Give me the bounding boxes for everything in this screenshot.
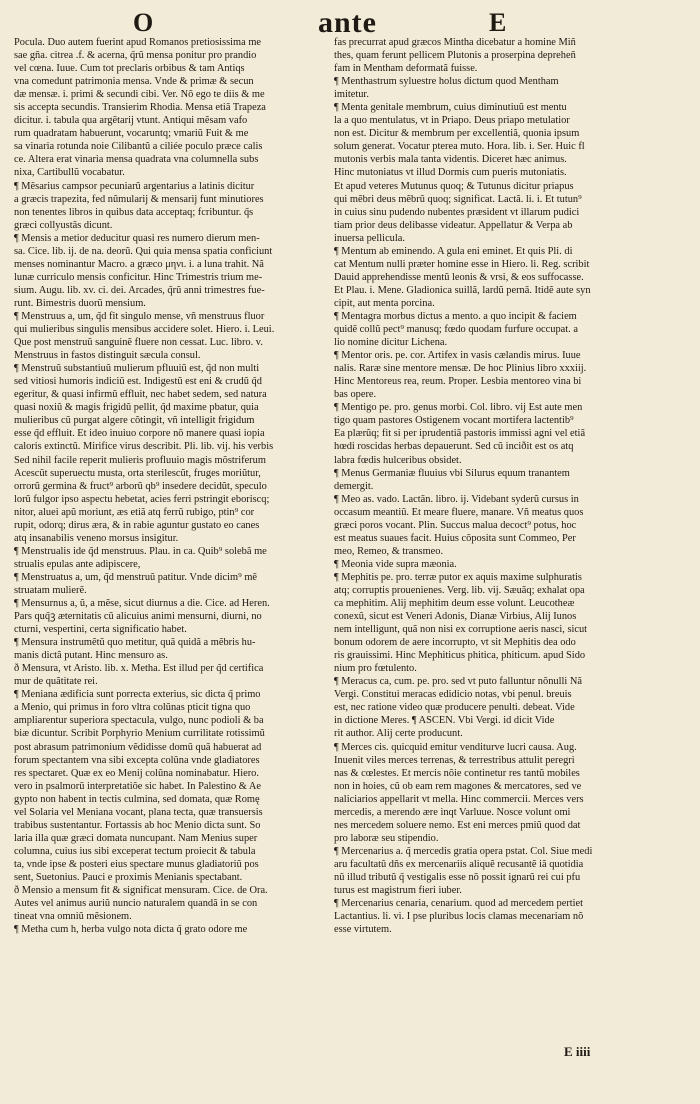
text-line: ¶ Mercenarius a. q̃ mercedis gratia opera pstat. Col. Siue medi — [334, 845, 593, 857]
text-line: esse q̃d effluit. Et ideo inuiuo corpore nõ manere quasi iopia — [14, 428, 265, 440]
text-line: cturni, vespertini, certa significatio habet. — [14, 624, 187, 636]
text-line: post abrasum patrimonium vẽdidisse domũ quã habuerat ad — [14, 741, 262, 753]
text-line: græci poros vocant. Plin. Succus malua decoct⁹ potus, hoc — [334, 519, 577, 531]
text-line: ¶ Meo as. vado. Lactãn. libro. ij. Videbant syderũ cursus in — [334, 493, 579, 505]
text-line: qui mulieribus singulis mensibus accidere solet. Hiero. i. Leui. — [14, 324, 275, 336]
text-line: gypto non habent in tectis culmina, sed domata, quæ Romę — [14, 793, 260, 805]
text-line: ¶ Menstruũ substantiuũ mulierum pfluuiũ est, q̃d non multi — [14, 363, 260, 375]
text-line: esse virtutem. — [334, 924, 392, 936]
text-line: turus est magistrum fieri iuber. — [334, 885, 462, 897]
text-line: thes, quam ferunt pellicem Plutonis a proserpina depreheñ — [334, 50, 576, 62]
text-line: ¶ Mephitis pe. pro. terræ putor ex aquis maxime sulphuratis — [334, 571, 582, 583]
text-line: ¶ Menstruus a, um, q̃d fit singulo mense, vñ menstruus fluor — [14, 310, 265, 322]
text-line: Pars quq̃ꝫ æternitatis cũ alicuius animi mensurni, diurni, no — [14, 611, 262, 623]
text-line: cat Mentum nulli præter homine esse in Hiero. li. Reg. scribit — [334, 258, 590, 270]
text-line: nalis. Raræ sine mentore mensæ. De hoc Plinius libro xxxiij. — [334, 363, 587, 375]
text-line: sae gña. citrea .f. & acerna, q̃rũ mensa ponitur pro prandio — [14, 50, 257, 62]
text-line: ¶ Menus Germaniæ fluuius vbi Silurus equum tranantem — [334, 467, 570, 479]
text-line: trabibus sustentantur. Fortassis ab hoc Menio dicta sunt. So — [14, 819, 261, 831]
text-line: in dictione Meres. ¶ ASCEN. Vbi Vergi. id dicit Vide — [334, 715, 555, 727]
text-line: conexũ, sicut est Veneri Adonis, Dianæ Virbius, Alij Iunos — [334, 611, 577, 623]
text-line: ¶ Menstrualis ide q̃d menstruus. Plau. in ca. Quib⁹ solebã me — [14, 545, 267, 557]
header-initial-left: O — [133, 8, 154, 37]
header-title: ante — [318, 6, 377, 39]
text-line: ¶ Mẽsarius campsor pecuniarũ argentarius a latinis dicitur — [14, 180, 255, 192]
text-line: sa vinaria rotunda noie Cilibantũ a ciliée poculo præce calis — [14, 141, 263, 153]
text-line: Sed nihil facile reperit mulieris profluuio magis mõstriferum — [14, 454, 266, 466]
text-line: bonum odorem de aere incorrupto, vt sit Mephitis dea odo — [334, 637, 576, 649]
text-line: Que post menstruũ sanguinẽ fluere non cessat. Luc. libro. v. — [14, 337, 263, 349]
text-line: rit author. Alij certe producunt. — [334, 728, 463, 740]
text-line: pro laboræ seu stipendio. — [334, 832, 439, 844]
text-line: lio nomine dicitur Lichena. — [334, 337, 448, 349]
text-line: mur de quãtitate rei. — [14, 676, 98, 688]
text-line: nũ illud tributũ q̃ vestigalis esse nõ possit ignarũ rei cui pfu — [334, 872, 581, 883]
text-line: Acescũt superuectu musta, orta sterilescũt, fruges moriũtur, — [14, 467, 261, 479]
text-line: sis accepta secundis. Transierim Rhodia. Mensa etiã Trapeza — [14, 102, 266, 114]
text-line: rum quadratam habuerunt, vocaruntq; vmariũ Fuit & me — [14, 128, 249, 140]
text-line: tineat vna omniũ mẽsionem. — [14, 911, 132, 923]
running-header — [0, 4, 700, 38]
text-line: mutonis verbis mala tanta videntis. Diceret hæc animus. — [334, 154, 567, 166]
text-line: non in hoies, cũ ob eam rem magones & mercatores, sed ve — [334, 780, 582, 792]
text-line: sium. Augu. lib. xv. ci. dei. Arcades, q̃rũ anni trimestres fue- — [14, 284, 265, 296]
text-line: hœdi roscidas herbas depauerunt. Sed cũ inciðit est os atq — [334, 441, 574, 453]
text-line: ¶ Meracus ca, cum. pe. pro. sed vt puto falluntur nõnulli Nã — [334, 676, 582, 688]
text-line: Ea plærũq; fit si per iprudentiã pastoris immissi agni vel etiã — [334, 428, 586, 440]
text-line: Vergi. Constitui meracas edidicio notas, vbi penul. breuis — [334, 689, 572, 701]
text-line: vna comedunt patrimonia mensa. Vnde & primæ & secun — [14, 76, 254, 88]
text-line: ¶ Mentor oris. pe. cor. Artifex in vasis cælandis mirus. Iuue — [334, 350, 581, 362]
text-line: ta, vnde ipse & posteri eius spectare munus gladiatoriũ pos — [14, 858, 259, 870]
text-line: mercedis, a merendo ære inqt Varluue. Nosce volunt omi — [334, 806, 571, 818]
text-line: quasi noxiũ & magis frigidũ pellit, q̃d maxime pbatur, quia — [14, 402, 259, 414]
text-line: labra fœdis hulceribus obsidet. — [334, 454, 462, 466]
text-line: ¶ Mensis a metior deducitur quasi res numero dierum men- — [14, 232, 260, 244]
text-line: ¶ Merces cis. quicquid emitur venditurve lucri causa. Aug. — [334, 741, 577, 753]
text-line: vel Solaria vel Meniana vocant, plana tecta, quæ transuersis — [14, 806, 263, 818]
text-line: nem intelligunt, quã non nisi ex corruptione aeris nasci, sicut — [334, 624, 588, 636]
text-line: meo, Remeo, & transmeo. — [334, 545, 444, 557]
text-line: ¶ Menthastrum syluestre holus dictum quod Mentham — [334, 76, 559, 88]
text-line: dæ mensæ. i. primi & secundi cibi. Ver. Nõ ego te diis & me — [14, 89, 265, 101]
text-line: Et Plau. i. Mene. Gladionica suillã, lardũ pernã. Itidẽ aute syn — [334, 284, 591, 296]
text-line: fas precurrat apud græcos Mintha dicebatur a homine Miñ — [334, 37, 576, 48]
text-line: ¶ Metha cum h, herba vulgo nota dicta q̃ grato odore me — [14, 924, 248, 936]
text-line: qui mẽbri deus mẽbrũ quoq; significat. Lactã. li. i. Et tutun⁹ — [334, 193, 582, 205]
text-line: demergit. — [334, 480, 374, 492]
text-line: Menstruus in fastos distinguit sæcula consul. — [14, 350, 201, 362]
text-line: est meatus suaues facit. Huius cõposita sunt Commeo, Per — [334, 532, 576, 544]
text-line: forum spectantem vna sibi excepta colũna vnde gladiatores — [14, 754, 260, 766]
text-line: dicitur. i. tabula qua argẽtarij vtunt. Antiqui mẽsam vafo — [14, 115, 248, 127]
text-line: atq insanabilis veneno morsus insigitur. — [14, 532, 179, 544]
text-line: mulieribus cũ purgat algere cõtingit, vñ intelligit frigidum — [14, 415, 255, 427]
text-line: ¶ Menstruatus a, um, q̃d menstruũ patitur. Vnde dicim⁹ mẽ — [14, 571, 258, 583]
right-text-column — [334, 36, 676, 936]
text-line: ¶ Mentigo pe. pro. genus morbi. Col. libro. vij Est aute men — [334, 402, 583, 414]
text-line: ¶ Meniana ædificia sunt porrecta exterius, sic dicta q̃ primo — [14, 689, 261, 701]
text-line: manis dictã putant. Hinc mensuro as. — [14, 650, 168, 662]
signature-mark: E iiii — [564, 1044, 591, 1059]
text-line: ampliarentur superiora spectacula, vulgo, nunc podioli & ba — [14, 715, 264, 727]
text-line: non est. Dicitur & membrum per excellentiã, quonia ipsum — [334, 128, 580, 140]
text-line: nixa, Cartibullũ vocabatur. — [14, 167, 125, 179]
text-line: est, nec ratione video quæ producere penulti. debeat. Vide — [334, 702, 575, 714]
text-line: orrorũ germina & fruct⁹ arborũ qb⁹ insedere decidũt, speculo — [14, 480, 267, 492]
text-line: res spectaret. Quæ ex eo Menij colũna nominabatur. Hiero. — [14, 767, 259, 779]
text-line: sed vitiosi humoris indiciũ est. Indigestũ est eni & crudũ q̃d — [14, 376, 262, 388]
text-line: rupit, odorq; dirus æra, & in rabie aguntur gustato eo canes — [14, 519, 260, 531]
text-line: bas opere. — [334, 389, 377, 401]
text-line: solum generat. Vocatur ptereа muto. Hora. lib. i. Ser. Huic fl — [334, 141, 585, 153]
text-line: atq; corruptis prouenienes. Verg. lib. vij. Sæuãq; exhalat opa — [334, 584, 585, 596]
text-line: fam in Mentham deformatã fuisse. — [334, 63, 478, 75]
text-line: ¶ Mercenarius cenaria, cenarium. quod ad mercedem pertiet — [334, 898, 584, 910]
text-line: ca mephitim. Alij mephitim deum esse volunt. Leucotheæ — [334, 598, 575, 610]
text-line: vel cœna. Iuue. Cum tot preclaris orbibus & tam Antiqs — [14, 63, 245, 75]
text-line: ris grauissimi. Hinc Mephiticus phitica, phiticum. apud Sido — [334, 650, 586, 662]
text-line: ¶ Mensura instrumẽtũ quo metitur, quã quidã a mẽbris hu- — [14, 637, 256, 649]
text-line: græci collyustãs dicunt. — [14, 219, 113, 231]
text-line: nas & cœlestes. Et mercis nõie continetur res tantũ mobiles — [334, 767, 580, 779]
text-line: ¶ Meonia vide supra mæonia. — [334, 558, 457, 570]
text-line: caloris extinctũ. Mirifice virus describit. Pli. lib. vij. his verbis — [14, 441, 274, 453]
text-line: tigo quam pastores Ostigenem vocant mortifera lactentib⁹ — [334, 415, 574, 427]
header-initial-right: E — [489, 8, 507, 37]
text-line: lunæ curriculo mensis conficitur. Hinc Trimestris trium me- — [14, 271, 263, 283]
text-line: ce. Altera erat vinaria mensa quadrata vna columnella subs — [14, 154, 259, 166]
text-line: occasum meantiũ. Et meare fluere, manare. Vñ meatus quos — [334, 506, 584, 518]
text-line: runt. Bimestris duorũ mensium. — [14, 297, 146, 309]
text-line: nes mercedem soluere nemo. Est eni merces pmiũ quod dat — [334, 819, 581, 831]
text-line: imitetur. — [334, 89, 369, 101]
text-line: naliciarios appellarit vt mella. Hinc commercii. Merces vers — [334, 793, 584, 805]
text-line: ¶ Mentagra morbus dictus a mento. a quo incipit & faciem — [334, 310, 577, 322]
text-line: Pocula. Duo autem fuerint apud Romanos pretiosissima me — [14, 37, 262, 48]
text-line: la a quo mentulatus, vt in Priapo. Deus priapo metulatior — [334, 115, 570, 127]
text-line: a Menio, qui primus in foro vltra colũnas pticit tigna quo — [14, 702, 251, 714]
text-line: laria illa quæ græci domata nuncupant. Nam Menius super — [14, 832, 258, 844]
text-line: ¶ Mensurnus a, ũ, a mẽse, sicut diurnus a die. Cice. ad Heren. — [14, 598, 270, 610]
text-line: sent, Suetonius. Pauci e proximis Menianis spectabant. — [14, 872, 243, 883]
text-line: non tenentes libros in quibus data acceptaq; fcribuntur. q̃s — [14, 206, 254, 218]
text-line: columna, cuius ius sibi exceperat tectum proiecit & tabula — [14, 845, 256, 857]
text-line: Autes vel animus auriũ nuncio naturalem quandã in se con — [14, 898, 258, 910]
text-line: ¶ Menta genitale membrum, cuius diminutiuũ est mentu — [334, 102, 567, 114]
text-line: nium pro fœtulento. — [334, 663, 417, 675]
text-line: ¶ Mentum ab eminendo. A gula eni eminet. Et quis Pli. di — [334, 245, 573, 257]
text-line: inuersa pellicula. — [334, 232, 405, 244]
text-line: cipit, aut menta porcina. — [334, 297, 435, 309]
text-line: struatam mulierẽ. — [14, 584, 87, 596]
text-line: ð Mensio a mensum fit & significat mensuram. Cice. de Ora. — [14, 885, 268, 897]
text-line: strualis epulas ante adipiscere, — [14, 558, 141, 570]
left-text-column — [14, 36, 331, 936]
text-line: tiam prior deus delibasse videatur. Appellatur & Verpa ab — [334, 219, 573, 231]
text-line: nitor, aluei apũ moriunt, æs etiã atq ferrũ rubigo, ptin⁹ cor — [14, 506, 255, 518]
text-line: egeritur, & quasi infirmũ effluit, nec habet sedem, sed natura — [14, 389, 267, 401]
text-line: a græcis trapezita, fed nũmularij & mensarij funt minutiores — [14, 193, 264, 205]
text-line: ð Mensura, vt Aristo. lib. x. Metha. Est illud per q̃d certifica — [14, 663, 264, 675]
text-line: Lactantius. li. vi. I pse pluribus locis clamas mecenariam nõ — [334, 911, 584, 923]
text-line: Hinc Mentoreus rea, reum. Proper. Lesbia mentoreo vina bi — [334, 376, 582, 388]
text-line: vero in psalmorũ interpretatiõe sic habet. In Palestino & Ae — [14, 780, 262, 792]
text-line: quidẽ collũ pect⁹ manusq; fœdo quodam furfure occupat. a — [334, 324, 578, 336]
text-line: biæ dicuntur. Scribit Porphyrio Menium currilitate rotissimũ — [14, 728, 265, 740]
text-line: Hinc mutoniatus vt illud Dormis cum pueris mutoniatis. — [334, 167, 567, 179]
text-line: Et apud veteres Mutunus quoq; & Tutunus dicitur priapus — [334, 180, 574, 192]
text-line: menses nominantur Macro. a græco μηνι. i. a luna trahit. Nã — [14, 258, 264, 270]
text-line: lorũ fulgor ipso aspectu hebetat, acies ferri pstringit eboriscq; — [14, 493, 270, 505]
text-line: Inuenit viles merces terrenas, & terrestribus attulit peregri — [334, 754, 575, 766]
text-line: aru facultatũ dñs ex mercenariis aliquẽ recusantẽ iã quotidia — [334, 858, 584, 870]
text-line: Dauid apprehendisse mentũ leonis & vrsi, & eos suffocasse. — [334, 271, 584, 283]
text-line: sa. Cice. lib. ij. de na. deorũ. Qui quia mensa spatia conficiunt — [14, 245, 273, 257]
text-line: in cuius sinu pudendo nubentes præsident vt illarum pudici — [334, 206, 580, 218]
